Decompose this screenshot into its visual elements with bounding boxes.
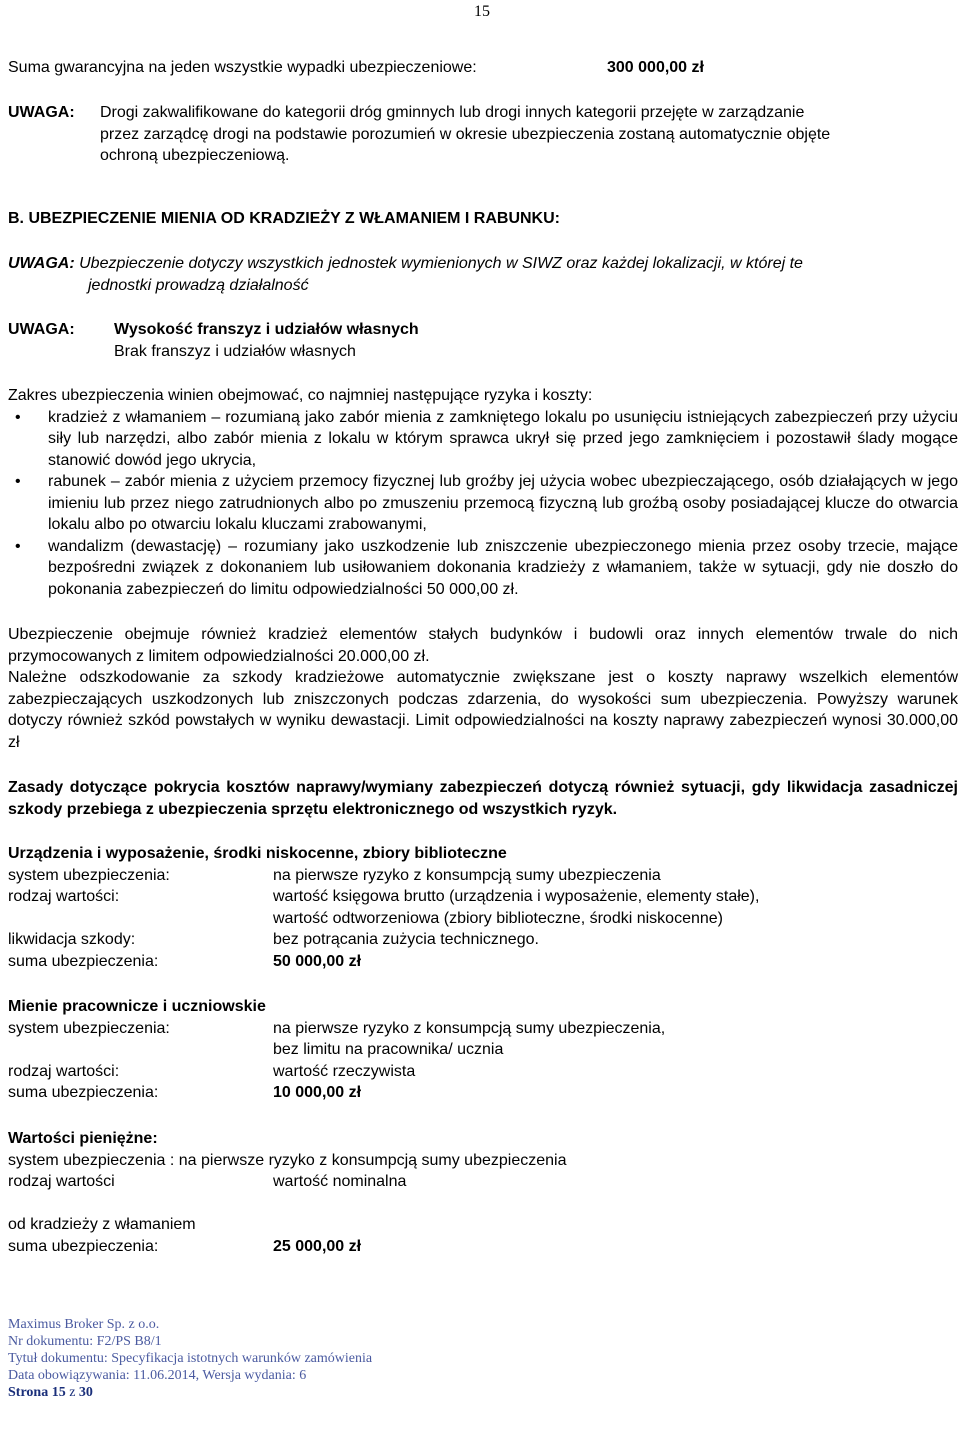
section-heading: Mienie pracownicze i uczniowskie: [8, 998, 266, 1015]
footer-page-sep: z: [69, 1385, 76, 1400]
field-value: wartość księgowa brutto (urządzenia i wyposażenie, elementy stałe),: [273, 888, 760, 905]
note-text-line: Ubezpieczenie dotyczy wszystkich jednostek wymienionych w SIWZ oraz każdej lokalizacji, w której te: [79, 255, 803, 272]
risk-text: wandalizm (dewastację) – rozumiany jako uszkodzenie lub zniszczenie ubezpieczonego mienia przez osoby trzecie, mające bezpośredni związek z dokonaniem lub usiłowaniem dokonania kradzieży z włamaniem, także w sytuacji, gdy nie doszło do pokonania zabezpieczeń do limitu odpowiedzialności 50 000,00 zł.: [48, 537, 958, 598]
field-label: system ubezpieczenia:: [8, 1019, 170, 1037]
paragraph-compensation: Należne odszkodowanie za szkody kradzieżowe automatycznie zwiększane jest o koszty naprawy wszelkich elementów zabezpieczających uszkodzonych lub zniszczonych podczas zdarzenia, do wysokości sum ubezpieczenia. Powyższy warunek dotyczy również szkód powstałych w wyniku dewastacji. Limit odpowiedzialności na koszty naprawy zabezpieczeń wynosi 30.000,00 zł: [8, 669, 958, 751]
cash-section: [8, 1128, 958, 1193]
note-scope: [8, 253, 958, 296]
field-line: system ubezpieczenia : na pierwsze ryzyko z konsumpcją sumy ubezpieczenia: [8, 1151, 567, 1169]
footer-date: Data obowiązywania: 11.06.2014, Wersja wydania: 6: [8, 1368, 307, 1383]
list-item: [8, 471, 958, 536]
deductibles-title: Wysokość franszyz i udziałów własnych: [114, 321, 419, 338]
field-value: na pierwsze ryzyko z konsumpcją sumy ubezpieczenia,: [273, 1019, 666, 1037]
risks-list: [8, 407, 958, 601]
field-label: system ubezpieczenia:: [8, 866, 170, 884]
note-roads: [8, 102, 958, 167]
list-item: [8, 536, 958, 601]
cash-burglary: [8, 1214, 958, 1257]
note-text-line: jednostki prowadzą działalność: [88, 276, 309, 294]
paragraph-fixed-elements: Ubezpieczenie obejmuje również kradzież elementów stałych budynków i budowli oraz innych elementów trwale do nich przymocowanych z limitem odpowiedzialności 20.000,00 zł.: [8, 626, 958, 665]
field-label: suma ubezpieczenia:: [8, 1237, 159, 1255]
field-value: wartość nominalna: [273, 1173, 407, 1190]
document-footer: [8, 1316, 372, 1401]
field-value: na pierwsze ryzyko z konsumpcją sumy ubezpieczenia: [273, 866, 661, 884]
coverage-intro: Zakres ubezpieczenia winien obejmować, co najmniej następujące ryzyka i koszty:: [8, 387, 593, 404]
field-label: rodzaj wartości:: [8, 1062, 120, 1080]
field-label: suma ubezpieczenia:: [8, 1084, 159, 1101]
note-text-line: Drogi zakwalifikowane do kategorii dróg gminnych lub drogi innych kategorii przejęte w zarządzanie: [100, 104, 805, 121]
section-heading: Wartości pieniężne:: [8, 1130, 158, 1147]
deductibles-text: Brak franszyz i udziałów własnych: [114, 342, 356, 360]
note-deductibles: [8, 319, 958, 362]
coverage-section: [8, 385, 958, 600]
field-value: bez potrącania zużycia technicznego.: [273, 931, 539, 948]
bullet-icon: •: [15, 408, 21, 426]
guarantee-sum-value: 300 000,00 zł: [607, 59, 704, 76]
risk-text: kradzież z włamaniem – rozumianą jako zabór mienia z zamkniętego lokalu po usunięciu istniejących zabezpieczeń przy użyciu siły lub narzędzi, albo zabór mienia z lokalu w którym sprawca ukrył się przed jego zamknięciem i pozostawił ślady mogące stanowić dowód jego ukrycia,: [48, 408, 958, 469]
employee-property-section: [8, 996, 958, 1104]
note-label: UWAGA:: [8, 104, 75, 121]
note-text-line: ochroną ubezpieczeniową.: [100, 147, 290, 164]
footer-page-total: 30: [78, 1385, 93, 1400]
note-text-line: przez zarządcę drogi na podstawie porozumień w okresie ubezpieczenia zostaną automatycznie objęte: [100, 125, 831, 143]
field-label: suma ubezpieczenia:: [8, 952, 159, 970]
bullet-icon: •: [15, 537, 21, 555]
rules-paragraph: Zasady dotyczące pokrycia kosztów naprawy/wymiany zabezpieczeń dotyczą również sytuacji, gdy likwidacja zasadniczej szkody przebiega z ubezpieczenia sprzętu elektronicznego od wszystkich ryzyk.: [8, 779, 958, 818]
section-heading: Urządzenia i wyposażenie, środki niskocenne, zbiory biblioteczne: [8, 845, 507, 862]
equipment-section: [8, 843, 958, 972]
sum-insured-value: 25 000,00 zł: [273, 1237, 362, 1255]
field-label: rodzaj wartości: [8, 1173, 115, 1190]
note-label: UWAGA:: [8, 321, 75, 338]
risk-text: rabunek – zabór mienia z użyciem przemocy fizycznej lub groźby jej użycia wobec ubezpieczającego, osób działających w jego imieniu lub przez niego zatrudnionych albo po zmuszeniu przemocą fizyczną lub groźbą osoby posiadającej klucze do otwarcia lokalu albo po otwarciu lokalu kluczami zrabowanymi,: [48, 473, 958, 533]
footer-page-label: Strona: [8, 1385, 49, 1400]
sum-insured-value: 50 000,00 zł: [273, 952, 362, 970]
footer-doc-title: Tytuł dokumentu: Specyfikacja istotnych warunków zamówienia: [8, 1351, 373, 1366]
guarantee-sum-row: [8, 57, 958, 79]
page-number: 15: [474, 3, 490, 20]
footer-doc-number: Nr dokumentu: F2/PS B8/1: [8, 1334, 162, 1349]
sum-insured-value: 10 000,00 zł: [273, 1084, 362, 1101]
footer-page-current: 15: [51, 1385, 66, 1400]
field-value: wartość rzeczywista: [273, 1062, 416, 1080]
field-value: bez limitu na pracownika/ ucznia: [273, 1041, 504, 1058]
bullet-icon: •: [15, 473, 21, 490]
section-b-heading: B. UBEZPIECZENIE MIENIA OD KRADZIEŻY Z WŁAMANIEM I RABUNKU:: [8, 210, 560, 227]
guarantee-sum-label: Suma gwarancyjna na jeden wszystkie wypadki ubezpieczeniowe:: [8, 59, 477, 76]
list-item: [8, 407, 958, 472]
field-line: od kradzieży z włamaniem: [8, 1216, 196, 1233]
field-value: wartość odtworzeniowa (zbiory biblioteczne, środki niskocenne): [273, 909, 723, 927]
footer-page-counter: [8, 1384, 372, 1401]
footer-company: Maximus Broker Sp. z o.o.: [8, 1317, 160, 1332]
field-label: likwidacja szkody:: [8, 931, 136, 948]
note-label: UWAGA:: [8, 255, 75, 272]
field-label: rodzaj wartości:: [8, 888, 120, 905]
